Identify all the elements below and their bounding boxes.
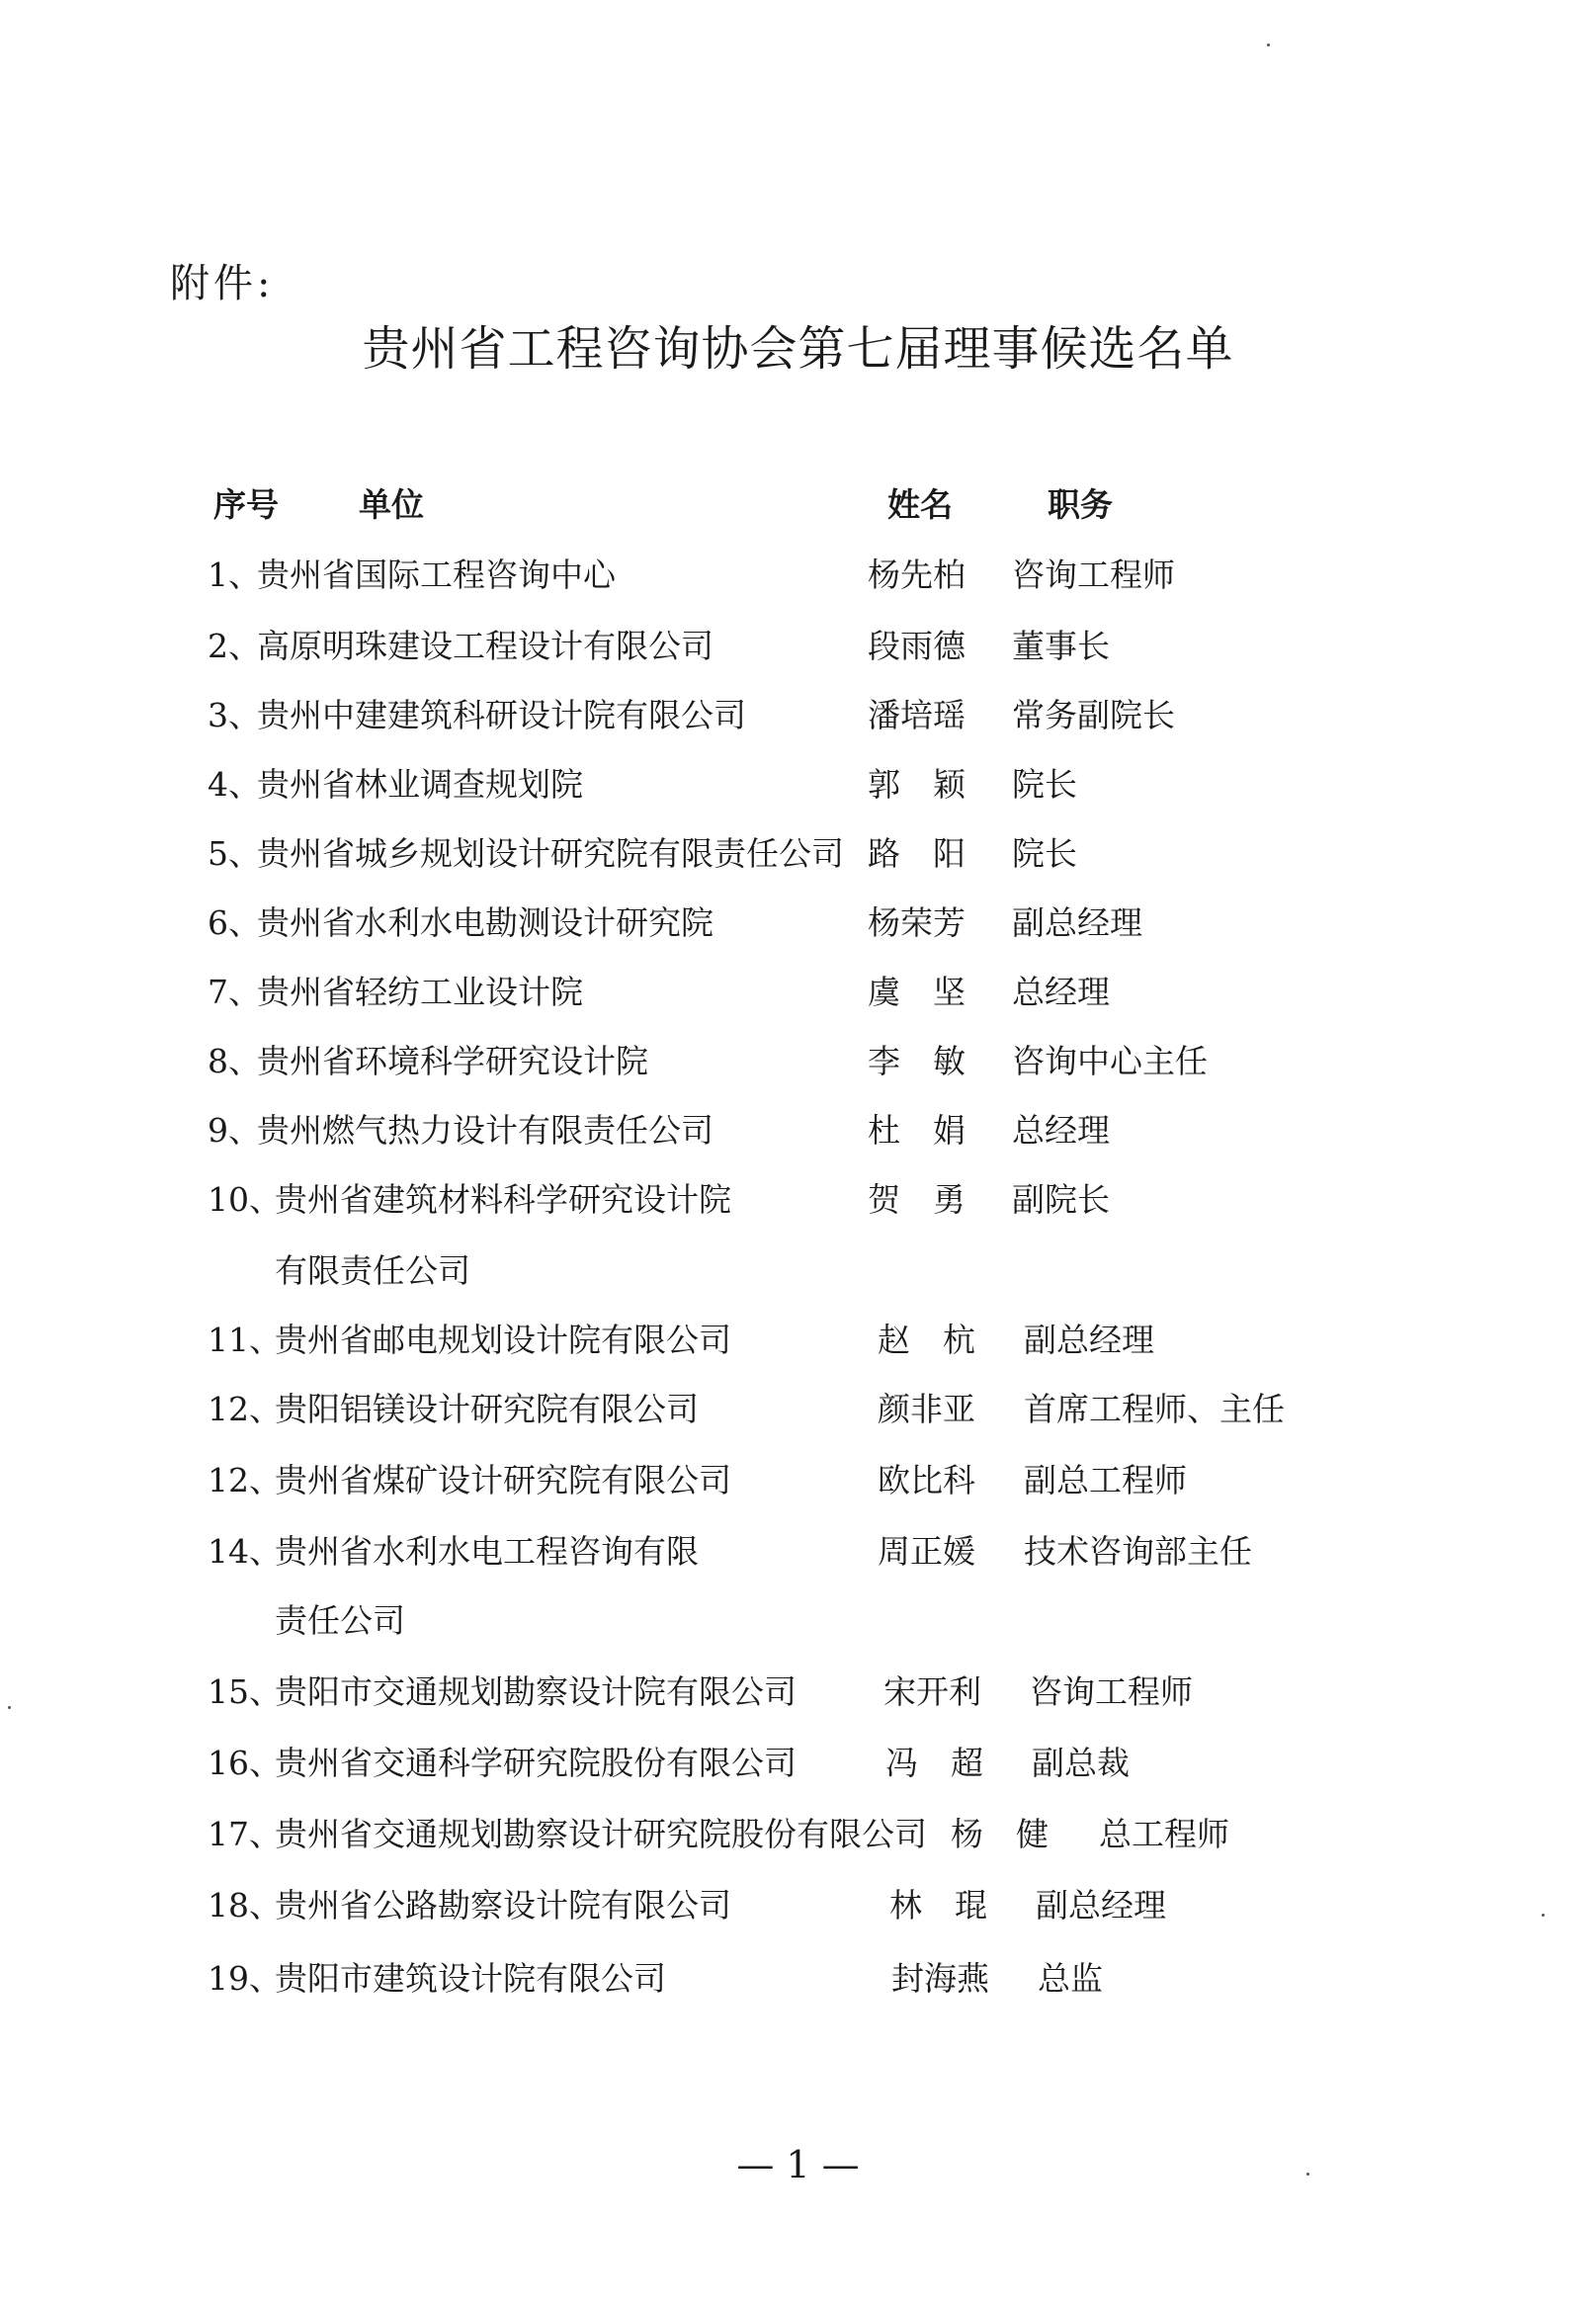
scan-speck [1267,43,1270,46]
item-unit: 贵州省交通规划勘察设计研究院股份有限公司 [275,1815,927,1853]
item-person-name: 贺 勇 [868,1180,966,1219]
item-unit: 贵阳市交通规划勘察设计院有限公司 [275,1672,797,1711]
list-item [0,967,1596,1026]
item-position: 技术咨询部主任 [1024,1532,1252,1571]
list-item [0,759,1596,818]
header-position: 职务 [1048,485,1113,524]
attachment-label: 附件: [170,261,275,306]
list-item [0,1738,1596,1797]
item-index: 1、 [208,556,261,594]
item-index: 8、 [208,1042,261,1080]
item-position: 副总经理 [1024,1321,1154,1359]
list-item [0,898,1596,957]
item-unit: 贵州中建建筑科研设计院有限公司 [257,696,746,734]
item-unit: 贵州省煤矿设计研究院有限公司 [275,1461,731,1499]
list-item [0,1667,1596,1726]
item-index: 16、 [208,1744,282,1782]
item-unit: 贵阳市建筑设计院有限公司 [275,1959,666,1998]
list-item [0,1809,1596,1868]
list-item [0,1105,1596,1164]
list-item [0,828,1596,888]
item-index: 11、 [208,1321,282,1359]
item-person-name: 段雨德 [868,627,966,665]
item-position: 总经理 [1012,1111,1110,1150]
item-person-name: 林 琨 [889,1886,987,1925]
item-person-name: 颜非亚 [878,1390,975,1428]
item-index: 7、 [208,973,261,1011]
list-item [0,550,1596,609]
item-unit: 贵阳铝镁设计研究院有限公司 [275,1390,699,1428]
item-position: 总监 [1038,1959,1103,1998]
item-unit: 贵州省国际工程咨询中心 [257,556,616,594]
item-unit: 贵州省交通科学研究院股份有限公司 [275,1744,797,1782]
item-position: 咨询工程师 [1030,1672,1193,1711]
list-item [0,1384,1596,1443]
item-person-name: 赵 杭 [878,1321,975,1359]
item-index: 6、 [208,903,261,942]
list-item [0,1455,1596,1514]
item-person-name: 潘培瑶 [868,696,966,734]
item-position: 咨询中心主任 [1012,1042,1208,1080]
item-person-name: 杜 娟 [868,1111,966,1150]
header-unit: 单位 [359,485,424,524]
item-position: 副总工程师 [1024,1461,1187,1499]
item-index: 5、 [208,834,261,873]
item-position: 副总裁 [1032,1744,1130,1782]
scan-speck [8,1706,11,1709]
item-position: 总经理 [1012,973,1110,1011]
item-person-name: 郭 颖 [868,765,966,804]
item-index: 18、 [208,1886,282,1925]
list-item [0,1315,1596,1374]
item-person-name: 路 阳 [868,834,966,873]
item-position: 院长 [1012,834,1077,873]
scan-speck [1542,1914,1545,1917]
item-unit: 贵州省水利水电勘测设计研究院 [257,903,714,942]
item-position: 首席工程师、主任 [1024,1390,1285,1428]
item-unit: 贵州省环境科学研究设计院 [257,1042,648,1080]
list-item [0,1174,1596,1234]
item-person-name: 杨 健 [951,1815,1049,1853]
item-position: 总工程师 [1099,1815,1229,1853]
item-unit: 贵州省水利水电工程咨询有限 [275,1532,699,1571]
item-unit: 贵州省邮电规划设计院有限公司 [275,1321,731,1359]
item-index: 14、 [208,1532,282,1571]
item-unit: 贵州省轻纺工业设计院 [257,973,583,1011]
item-unit: 贵州省林业调查规划院 [257,765,583,804]
item-person-name: 冯 超 [885,1744,983,1782]
item-index: 12、 [208,1461,282,1499]
list-item [0,690,1596,749]
item-unit: 贵州燃气热力设计有限责任公司 [257,1111,714,1150]
list-item [0,621,1596,680]
item-person-name: 虞 坚 [868,973,966,1011]
item-person-name: 杨荣芳 [868,903,966,942]
item-unit-continuation: 责任公司 [275,1601,405,1640]
item-person-name: 李 敏 [868,1042,966,1080]
item-person-name: 杨先柏 [868,556,966,594]
item-index: 9、 [208,1111,261,1150]
item-unit: 贵州省城乡规划设计研究院有限责任公司 [257,834,844,873]
list-item [0,1880,1596,1939]
item-index: 2、 [208,627,261,665]
item-person-name: 周正媛 [878,1532,975,1571]
item-person-name: 欧比科 [878,1461,975,1499]
scan-speck [1306,2173,1309,2176]
list-item [0,1526,1596,1585]
item-person-name: 宋开利 [883,1672,981,1711]
list-item [0,1036,1596,1095]
document-title: 贵州省工程咨询协会第七届理事候选名单 [362,321,1234,377]
list-item [0,1953,1596,2012]
item-unit: 贵州省建筑材料科学研究设计院 [275,1180,731,1219]
item-unit: 贵州省公路勘察设计院有限公司 [275,1886,731,1925]
item-index: 12、 [208,1390,282,1428]
page-number: — 1 — [736,2143,860,2186]
header-index: 序号 [213,485,279,524]
item-unit: 高原明珠建设工程设计有限公司 [257,627,714,665]
item-position: 院长 [1012,765,1077,804]
item-position: 副总经理 [1036,1886,1166,1925]
item-person-name: 封海燕 [891,1959,989,1998]
header-name: 姓名 [887,485,953,524]
item-unit-continuation: 有限责任公司 [275,1251,470,1290]
item-position: 董事长 [1012,627,1110,665]
item-index: 3、 [208,696,261,734]
item-index: 4、 [208,765,261,804]
item-position: 副总经理 [1012,903,1142,942]
item-index: 10、 [208,1180,282,1219]
item-index: 19、 [208,1959,282,1998]
item-position: 咨询工程师 [1012,556,1175,594]
item-position: 常务副院长 [1012,696,1175,734]
item-position: 副院长 [1012,1180,1110,1219]
item-index: 17、 [208,1815,282,1853]
item-index: 15、 [208,1672,282,1711]
